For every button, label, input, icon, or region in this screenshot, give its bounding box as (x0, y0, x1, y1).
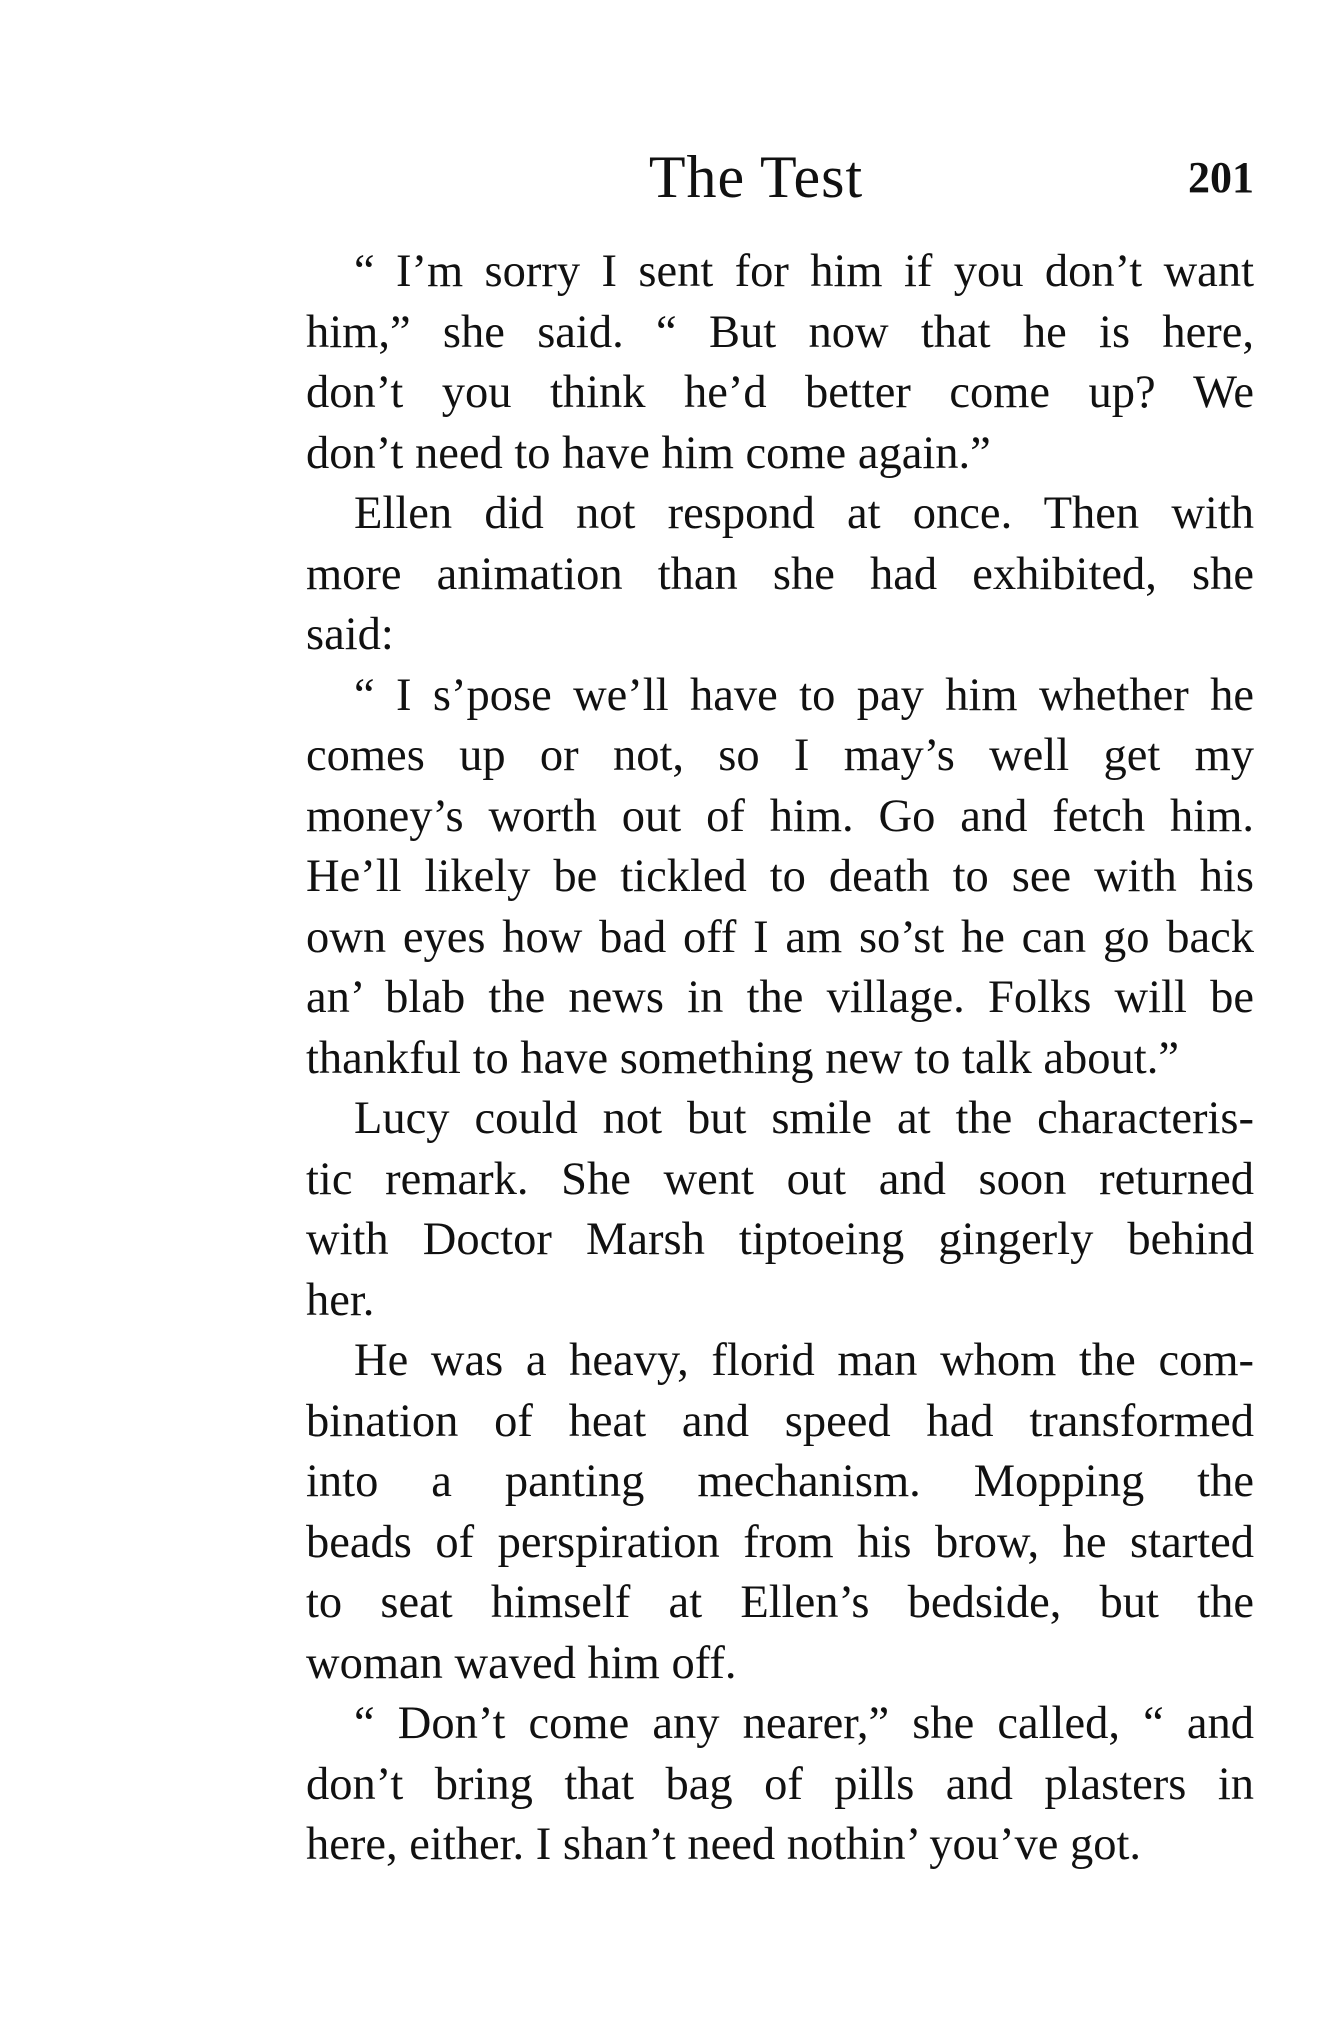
text-line: own eyes how bad off I am so’st he can go back (306, 911, 1254, 963)
running-title: The Test (648, 144, 864, 210)
text-line: don’t need to have him come again.” (306, 427, 991, 479)
text-line: comes up or not, so I may’s well get my (306, 730, 1254, 781)
text-line: tic remark. She went out and soon returned (306, 1153, 1254, 1205)
text-line: with Doctor Marsh tiptoeing gingerly behind (306, 1214, 1254, 1265)
paragraph (258, 484, 1254, 666)
body-text (258, 242, 1254, 1876)
text-line: an’ blab the news in the village. Folks will be (306, 972, 1254, 1023)
text-line: into a panting mechanism. Mopping the (306, 1456, 1254, 1507)
text-line: woman waved him off. (306, 1637, 737, 1689)
text-line: beads of perspiration from his brow, he started (306, 1516, 1254, 1568)
text-line: “ I s’pose we’ll have to pay him whether he (354, 669, 1254, 721)
text-line: don’t bring that bag of pills and plasters in (306, 1758, 1254, 1810)
text-line: He’ll likely be tickled to death to see with his (306, 851, 1254, 902)
text-line: her. (306, 1274, 375, 1326)
text-line: “ I’m sorry I sent for him if you don’t want (354, 246, 1254, 297)
text-line: said: (306, 609, 394, 660)
paragraph (258, 242, 1254, 484)
paragraph (258, 1694, 1254, 1876)
text-line: “ Don’t come any nearer,” she called, “ and (354, 1698, 1254, 1749)
text-line: don’t you think he’d better come up? We (306, 367, 1254, 418)
text-line: Ellen did not respond at once. Then with (354, 488, 1254, 539)
text-line: more animation than she had exhibited, she (306, 548, 1254, 600)
text-line: him,” she said. “ But now that he is here, (306, 306, 1254, 358)
text-line: bination of heat and speed had transformed (306, 1395, 1254, 1447)
text-line: here, either. I shan’t need nothin’ you’ve got. (306, 1819, 1142, 1870)
text-line: to seat himself at Ellen’s bedside, but the (306, 1577, 1254, 1628)
paragraph (258, 666, 1254, 1090)
text-line: Lucy could not but smile at the characteris- (354, 1093, 1254, 1144)
text-line: thankful to have something new to talk about.” (306, 1032, 1179, 1084)
page-number: 201 (1188, 153, 1254, 202)
running-head (258, 142, 1254, 212)
text-line: money’s worth out of him. Go and fetch him. (306, 790, 1254, 842)
paragraph (258, 1089, 1254, 1331)
paragraph (258, 1331, 1254, 1694)
text-line: He was a heavy, florid man whom the com- (354, 1335, 1254, 1386)
